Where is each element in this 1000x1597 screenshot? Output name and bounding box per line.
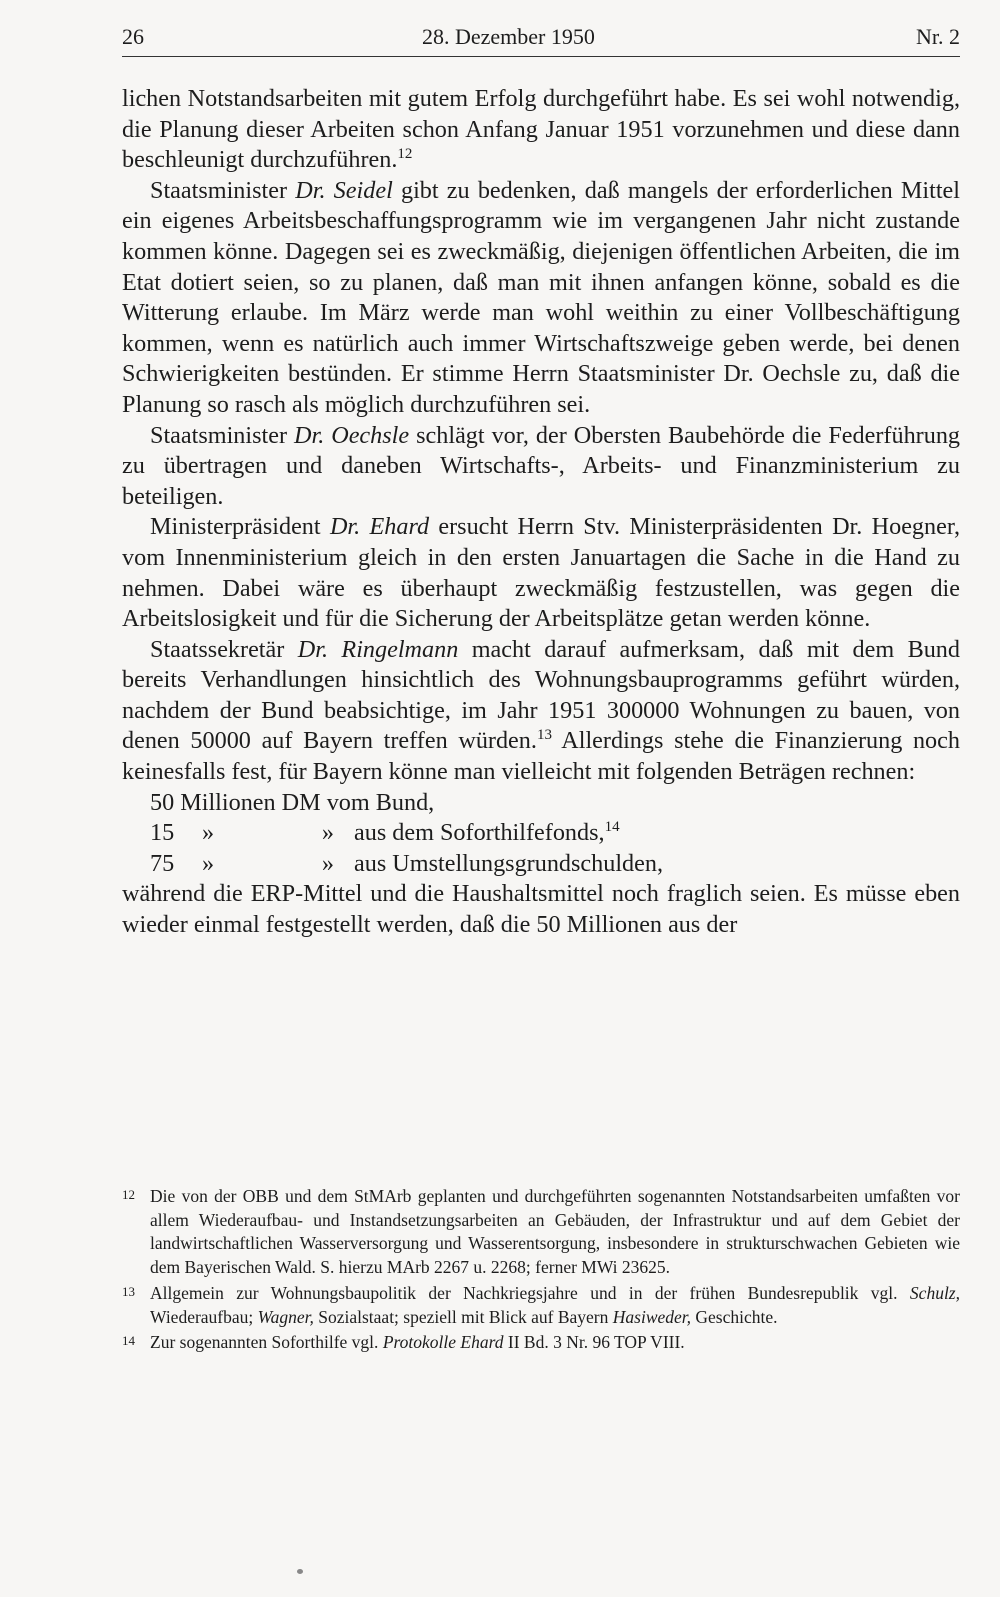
- speaker-name: Dr. Seidel: [295, 176, 393, 204]
- amount-value: 15: [150, 819, 175, 847]
- speaker-title: Staatsminister: [150, 421, 295, 449]
- paragraph-seidel: [122, 176, 960, 421]
- paragraph-closing: während die ERP-Mittel und die Haushaltsmittel noch fraglich seien. Es müsse eben wieder einmal festgestellt werden, daß die 50 Millionen aus der: [122, 880, 960, 939]
- speaker-title: Staatssekretär: [150, 635, 298, 663]
- footnote-13: [122, 1282, 960, 1329]
- footnote-segment: Sozialstaat; speziell mit Blick auf Bayern: [313, 1306, 613, 1327]
- paragraph-text: Allerdings stehe die Finanzierung noch keinesfalls fest, für Bayern könne man vielleicht mit folgenden Beträgen rechnen:: [122, 727, 960, 786]
- speaker-name: Dr. Ehard: [329, 513, 430, 541]
- amount-line: [122, 818, 960, 849]
- footnote-text: Die von der OBB und dem StMArb geplanten und durchgeführten sogenannten Notstandsarbeiten umfaßten vor allem Wiederaufbau- und Instandsetzungsarbeiten an Gebäuden, der Infrastruktur und auf dem Gebiet der landwirtschaftlichen Wasserversorgung und Wasserentsorgung, insbesondere in strukturschwachen Gebieten wie dem Bayerischen Wald. S. hierzu MArb 2267 u. 2268; ferner MWi 23625.: [150, 1186, 960, 1278]
- ditto-marks: [202, 818, 354, 849]
- footnote-ref: 14: [604, 819, 620, 836]
- amount-source: [354, 818, 620, 849]
- footnote-segment: Geschichte.: [691, 1306, 778, 1327]
- footnote-segment: Zur sogenannten Soforthilfe vgl.: [150, 1332, 383, 1353]
- footnote-ref: 12: [397, 146, 413, 163]
- ditto-mark: »: [321, 819, 334, 847]
- paragraph-ehard: [122, 512, 960, 634]
- footnote-number: 13: [122, 1283, 135, 1299]
- footnote-text: [150, 1331, 960, 1355]
- amount-text: aus Umstellungsgrundschulden,: [354, 849, 664, 877]
- ditto-mark: »: [321, 849, 334, 877]
- paragraph-text: macht darauf aufmerksam, daß mit dem Bund bereits Verhandlungen hinsichtlich des Wohnungsbauprogramms geführt würden, nachdem der Bund beabsichtige, im Jahr 1951 300000 Wohnungen zu bauen, von denen 50000 auf Bayern treffen würden.: [122, 635, 960, 755]
- paragraph-text: ersucht Herrn Stv. Ministerpräsidenten Dr. Hoegner, vom Innenministerium gleich in den ersten Januartagen die Sache in die Hand zu nehmen. Dabei wäre es überhaupt zweckmäßig festzustellen, was gegen die Arbeitslosigkeit und für die Sicherung der Arbeitsplätze getan werden könne.: [122, 513, 960, 633]
- paragraph-text: lichen Notstandsarbeiten mit gutem Erfolg durchgeführt habe. Es sei wohl notwendig, die Planung dieser Arbeiten schon Anfang Januar 1951 vorzunehmen und diese dann beschleunigt durchzuführen.: [122, 85, 960, 174]
- footnote-text: [150, 1282, 960, 1329]
- paragraph-ringelmann: [122, 635, 960, 788]
- footnote-ref: 13: [536, 727, 552, 744]
- paragraph-continuation: [122, 84, 960, 176]
- footnote-number: 14: [122, 1333, 135, 1349]
- header-date: 28. Dezember 1950: [422, 24, 595, 49]
- footnote-segment: II Bd. 3 Nr. 96 TOP VIII.: [503, 1332, 685, 1353]
- amount-line: 50 Millionen DM vom Bund,: [150, 788, 435, 816]
- page-number: 26: [122, 24, 144, 49]
- speaker-title: Ministerpräsident: [150, 513, 330, 541]
- amount-value: 75: [150, 849, 175, 877]
- speaker-title: Staatsminister: [150, 176, 296, 204]
- speaker-name: Dr. Oechsle: [294, 421, 410, 449]
- footnote-14: [122, 1331, 960, 1355]
- main-text: [122, 84, 960, 941]
- running-header: [122, 22, 960, 56]
- ditto-mark: »: [202, 849, 215, 877]
- header-rule: [122, 56, 960, 57]
- paragraph-text: schlägt vor, der Obersten Baubehörde die Federführung zu übertragen und daneben Wirtschafts-, Arbeits- und Finanzministerium zu beteiligen.: [122, 421, 961, 510]
- speaker-name: Dr. Ringelmann: [297, 635, 459, 663]
- author-name: Hasiweder,: [612, 1306, 692, 1327]
- issue-number: Nr. 2: [916, 24, 960, 49]
- author-name: Wagner,: [257, 1306, 314, 1327]
- footnote-segment: Wiederaufbau;: [150, 1306, 258, 1327]
- amount-line: [122, 849, 960, 880]
- paragraph-oechsle: [122, 421, 960, 513]
- footnote-segment: Allgemein zur Wohnungsbaupolitik der Nachkriegsjahre und in der frühen Bundesrepublik vgl.: [150, 1282, 910, 1303]
- ditto-marks: [202, 849, 354, 880]
- author-name: Schulz,: [909, 1282, 960, 1303]
- paragraph-text: gibt zu bedenken, daß mangels der erforderlichen Mittel ein eigenes Arbeitsbeschaffungsprogramm wie im vergangenen Jahr nicht zustande kommen könne. Dagegen sei es zweckmäßig, diejenigen öffentlichen Arbeiten, die im Etat dotiert seien, so zu planen, daß man mit ihnen anfangen könne, sobald es die Witterung erlaube. Im März werde man wohl weithin zu einer Vollbeschäftigung kommen, wenn es natürlich auch immer Wirtschaftszweige geben werde, bei denen Schwierigkeiten bestünden. Er stimme Herrn Staatsminister Dr. Oechsle zu, daß die Planung so rasch als möglich durchzuführen sei.: [122, 176, 961, 418]
- print-mark: [297, 1569, 303, 1574]
- amount-text: aus dem Soforthilfefonds,: [354, 819, 605, 847]
- ditto-mark: »: [202, 819, 215, 847]
- work-title: Protokolle Ehard: [382, 1332, 504, 1353]
- footnotes: [122, 1185, 960, 1357]
- footnote-12: [122, 1185, 960, 1280]
- footnote-number: 12: [122, 1187, 135, 1202]
